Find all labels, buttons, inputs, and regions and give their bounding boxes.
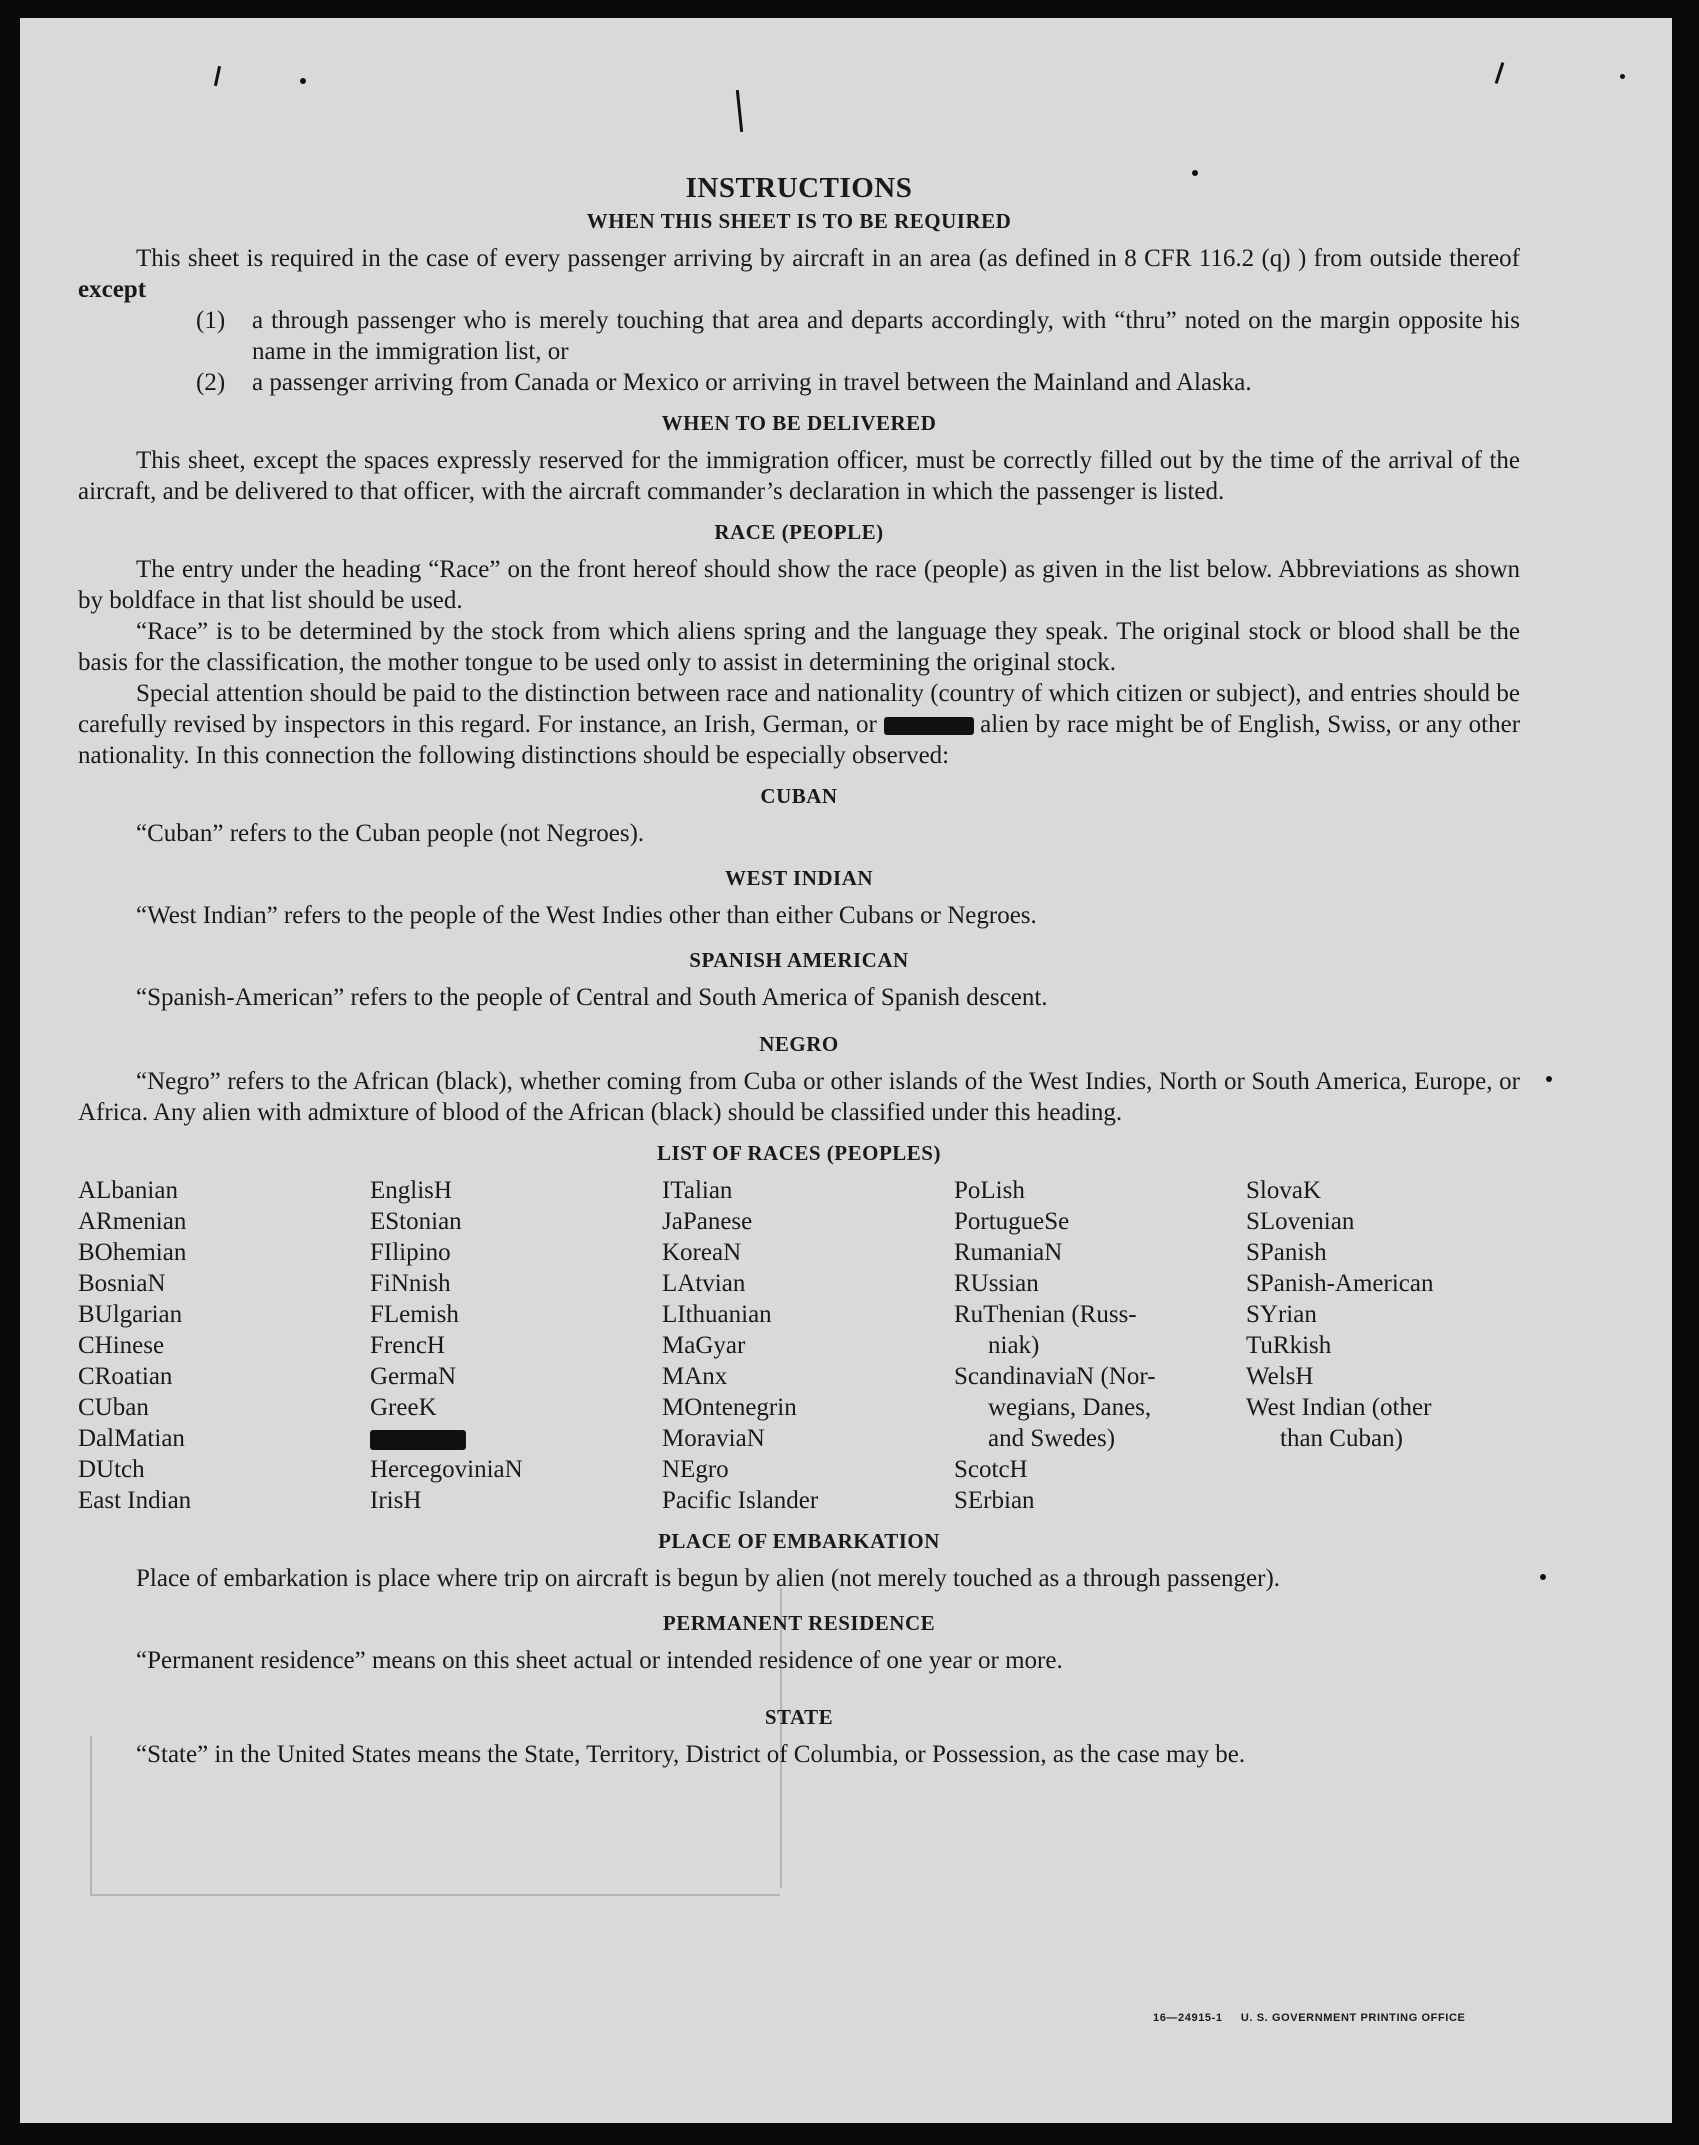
race-entry: ScotcH bbox=[954, 1456, 1028, 1483]
race-entry: BosniaN bbox=[78, 1270, 166, 1297]
race-entry: wegians, Danes, bbox=[988, 1394, 1152, 1421]
race-entry-redacted bbox=[370, 1423, 662, 1454]
bold-text: except bbox=[78, 276, 147, 303]
ink-mark bbox=[1495, 62, 1505, 84]
ink-mark bbox=[736, 90, 743, 132]
race-entry: ScandinaviaN (Nor- bbox=[954, 1363, 1156, 1390]
item-text: a passenger arriving from Canada or Mexico or arriving in travel between the Mainland and Alaska. bbox=[252, 369, 1252, 396]
race-entry: LIthuanian bbox=[662, 1301, 772, 1328]
race-entry: FLemish bbox=[370, 1301, 459, 1328]
race-entry: DalMatian bbox=[78, 1425, 185, 1452]
race-entry: MaGyar bbox=[662, 1332, 746, 1359]
item-number: (2) bbox=[196, 369, 226, 396]
paragraph: “Race” is to be determined by the stock from which aliens spring and the language they speak. The original stock or blood shall be the basis for the classification, the mother tongue to be used only to assist in determining the original stock. bbox=[78, 618, 1520, 676]
section-heading: WEST INDIAN bbox=[724, 866, 874, 890]
document-page bbox=[20, 18, 1672, 2123]
ink-speck bbox=[1620, 74, 1625, 79]
race-entry: RumaniaN bbox=[954, 1239, 1063, 1266]
paragraph: This sheet, except the spaces expressly reserved for the immigration officer, must be correctly filled out by the time of the arrival of the aircraft, and be delivered to that officer, with the aircraft commander’s declaration in which the passenger is listed. bbox=[78, 447, 1520, 505]
section-heading: CUBAN bbox=[760, 784, 838, 808]
race-entry: SLovenian bbox=[1246, 1208, 1355, 1235]
section-heading: LIST OF RACES (PEOPLES) bbox=[657, 1141, 941, 1165]
race-entry: GermaN bbox=[370, 1363, 457, 1390]
paragraph: “Permanent residence” means on this sheet actual or intended residence of one year or more. bbox=[136, 1647, 1063, 1674]
race-entry: HercegoviniaN bbox=[370, 1456, 523, 1483]
paragraph: “Negro” refers to the African (black), whether coming from Cuba or other islands of the West Indies, North or South America, Europe, or Africa. Any alien with admixture of blood of the African (black) should be classified under this heading. bbox=[78, 1068, 1520, 1126]
race-entry: BOhemian bbox=[78, 1239, 187, 1266]
bleed-through-line bbox=[90, 1894, 780, 1896]
race-entry: SYrian bbox=[1246, 1301, 1317, 1328]
race-column bbox=[1246, 1175, 1520, 1516]
paragraph: “State” in the United States means the State, Territory, District of Columbia, or Possession, as the case may be. bbox=[136, 1741, 1246, 1768]
race-entry: BUlgarian bbox=[78, 1301, 183, 1328]
list-item bbox=[196, 305, 1520, 367]
race-entry: MOntenegrin bbox=[662, 1394, 797, 1421]
race-entry: CHinese bbox=[78, 1332, 165, 1359]
instructions-content bbox=[78, 173, 1520, 1770]
race-entry: GreeK bbox=[370, 1394, 437, 1421]
form-code: 16—24915-1 bbox=[1153, 2012, 1223, 2024]
paragraph-text: This sheet is required in the case of every passenger arriving by aircraft in an area (as defined in 8 CFR 116.2 (q) ) from outside thereof bbox=[136, 245, 1520, 272]
race-entry: MAnx bbox=[662, 1363, 728, 1390]
race-entry: Pacific Islander bbox=[662, 1487, 819, 1514]
section-heading: WHEN THIS SHEET IS TO BE REQUIRED bbox=[586, 209, 1012, 233]
race-entry: KoreaN bbox=[662, 1239, 742, 1266]
page-title: INSTRUCTIONS bbox=[685, 172, 913, 204]
race-column bbox=[370, 1175, 662, 1516]
race-entry: JaPanese bbox=[662, 1208, 753, 1235]
race-entry: NEgro bbox=[662, 1456, 729, 1483]
race-entry: WelsH bbox=[1246, 1363, 1314, 1390]
race-entry: SlovaK bbox=[1246, 1177, 1321, 1204]
race-entry: CUban bbox=[78, 1394, 149, 1421]
ink-speck bbox=[300, 78, 306, 84]
race-entry: ALbanian bbox=[78, 1177, 178, 1204]
race-entry: DUtch bbox=[78, 1456, 145, 1483]
paragraph: “Spanish-American” refers to the people of Central and South America of Spanish descent. bbox=[136, 984, 1048, 1011]
race-entry: RuThenian (Russ- bbox=[954, 1301, 1137, 1328]
race-entry: SErbian bbox=[954, 1487, 1035, 1514]
item-number: (1) bbox=[196, 307, 226, 334]
race-entry: ARmenian bbox=[78, 1208, 187, 1235]
race-entry: EStonian bbox=[370, 1208, 462, 1235]
race-entry: TuRkish bbox=[1246, 1332, 1332, 1359]
race-column bbox=[662, 1175, 954, 1516]
race-entry: SPanish-American bbox=[1246, 1270, 1434, 1297]
race-entry: West Indian (other bbox=[1246, 1394, 1432, 1421]
race-column bbox=[954, 1175, 1246, 1516]
paragraph: “Cuban” refers to the Cuban people (not Negroes). bbox=[136, 820, 645, 847]
paragraph: Place of embarkation is place where trip on aircraft is begun by alien (not merely touched as a through passenger). bbox=[136, 1565, 1281, 1592]
race-entry: SPanish bbox=[1246, 1239, 1327, 1266]
race-entry: than Cuban) bbox=[1280, 1425, 1403, 1452]
form-footer bbox=[1153, 2012, 1465, 2024]
race-entry: FiNnish bbox=[370, 1270, 451, 1297]
printer-credit: U. S. GOVERNMENT PRINTING OFFICE bbox=[1240, 2012, 1466, 2024]
ink-mark bbox=[214, 66, 221, 86]
race-entry: East Indian bbox=[78, 1487, 192, 1514]
race-entry: CRoatian bbox=[78, 1363, 173, 1390]
paragraph bbox=[78, 678, 1520, 771]
race-entry: EnglisH bbox=[370, 1177, 452, 1204]
section-heading: PERMANENT RESIDENCE bbox=[662, 1611, 936, 1635]
race-entry: ITalian bbox=[662, 1177, 733, 1204]
paragraph-text: alien by race might be of English, Swiss, or any other nationality. In this connection the following distinctions should be especially observed: bbox=[78, 711, 1521, 769]
paragraph: The entry under the heading “Race” on the front hereof should show the race (people) as given in the list below. Abbreviations as shown by boldface in that list should be used. bbox=[78, 556, 1520, 614]
race-entry: and Swedes) bbox=[988, 1425, 1116, 1452]
paragraph-text: Special attention should be paid to the distinction between race and nationality (country of which citizen or subject), and entries should be carefully revised by inspectors in this regard. For instance, an Irish, German, or bbox=[78, 680, 1520, 738]
section-heading: SPANISH AMERICAN bbox=[689, 948, 909, 972]
item-text: a through passenger who is merely touching that area and departs accordingly, with “thru” noted on the margin opposite his name in the immigration list, or bbox=[252, 307, 1520, 365]
ink-speck bbox=[1546, 1076, 1552, 1082]
paragraph: “West Indian” refers to the people of the West Indies other than either Cubans or Negroes. bbox=[136, 902, 1037, 929]
ink-speck bbox=[1540, 1574, 1546, 1580]
redaction-mark bbox=[884, 717, 974, 735]
race-entry: FIlipino bbox=[370, 1239, 451, 1266]
race-entry: FrencH bbox=[370, 1332, 445, 1359]
section-heading: NEGRO bbox=[759, 1032, 839, 1056]
list-item bbox=[196, 367, 1520, 398]
paragraph bbox=[78, 243, 1520, 305]
section-heading: WHEN TO BE DELIVERED bbox=[661, 411, 937, 435]
section-heading: STATE bbox=[764, 1705, 834, 1729]
section-heading: PLACE OF EMBARKATION bbox=[658, 1529, 940, 1553]
race-list bbox=[78, 1175, 1520, 1516]
redaction-mark bbox=[370, 1430, 466, 1450]
race-entry: MoraviaN bbox=[662, 1425, 765, 1452]
race-entry: niak) bbox=[988, 1332, 1040, 1359]
race-entry: PortugueSe bbox=[954, 1208, 1070, 1235]
race-entry: IrisH bbox=[370, 1487, 422, 1514]
race-entry: RUssian bbox=[954, 1270, 1039, 1297]
race-column bbox=[78, 1175, 370, 1516]
race-entry: LAtvian bbox=[662, 1270, 746, 1297]
section-heading: RACE (PEOPLE) bbox=[714, 520, 884, 544]
race-entry: PoLish bbox=[954, 1177, 1025, 1204]
